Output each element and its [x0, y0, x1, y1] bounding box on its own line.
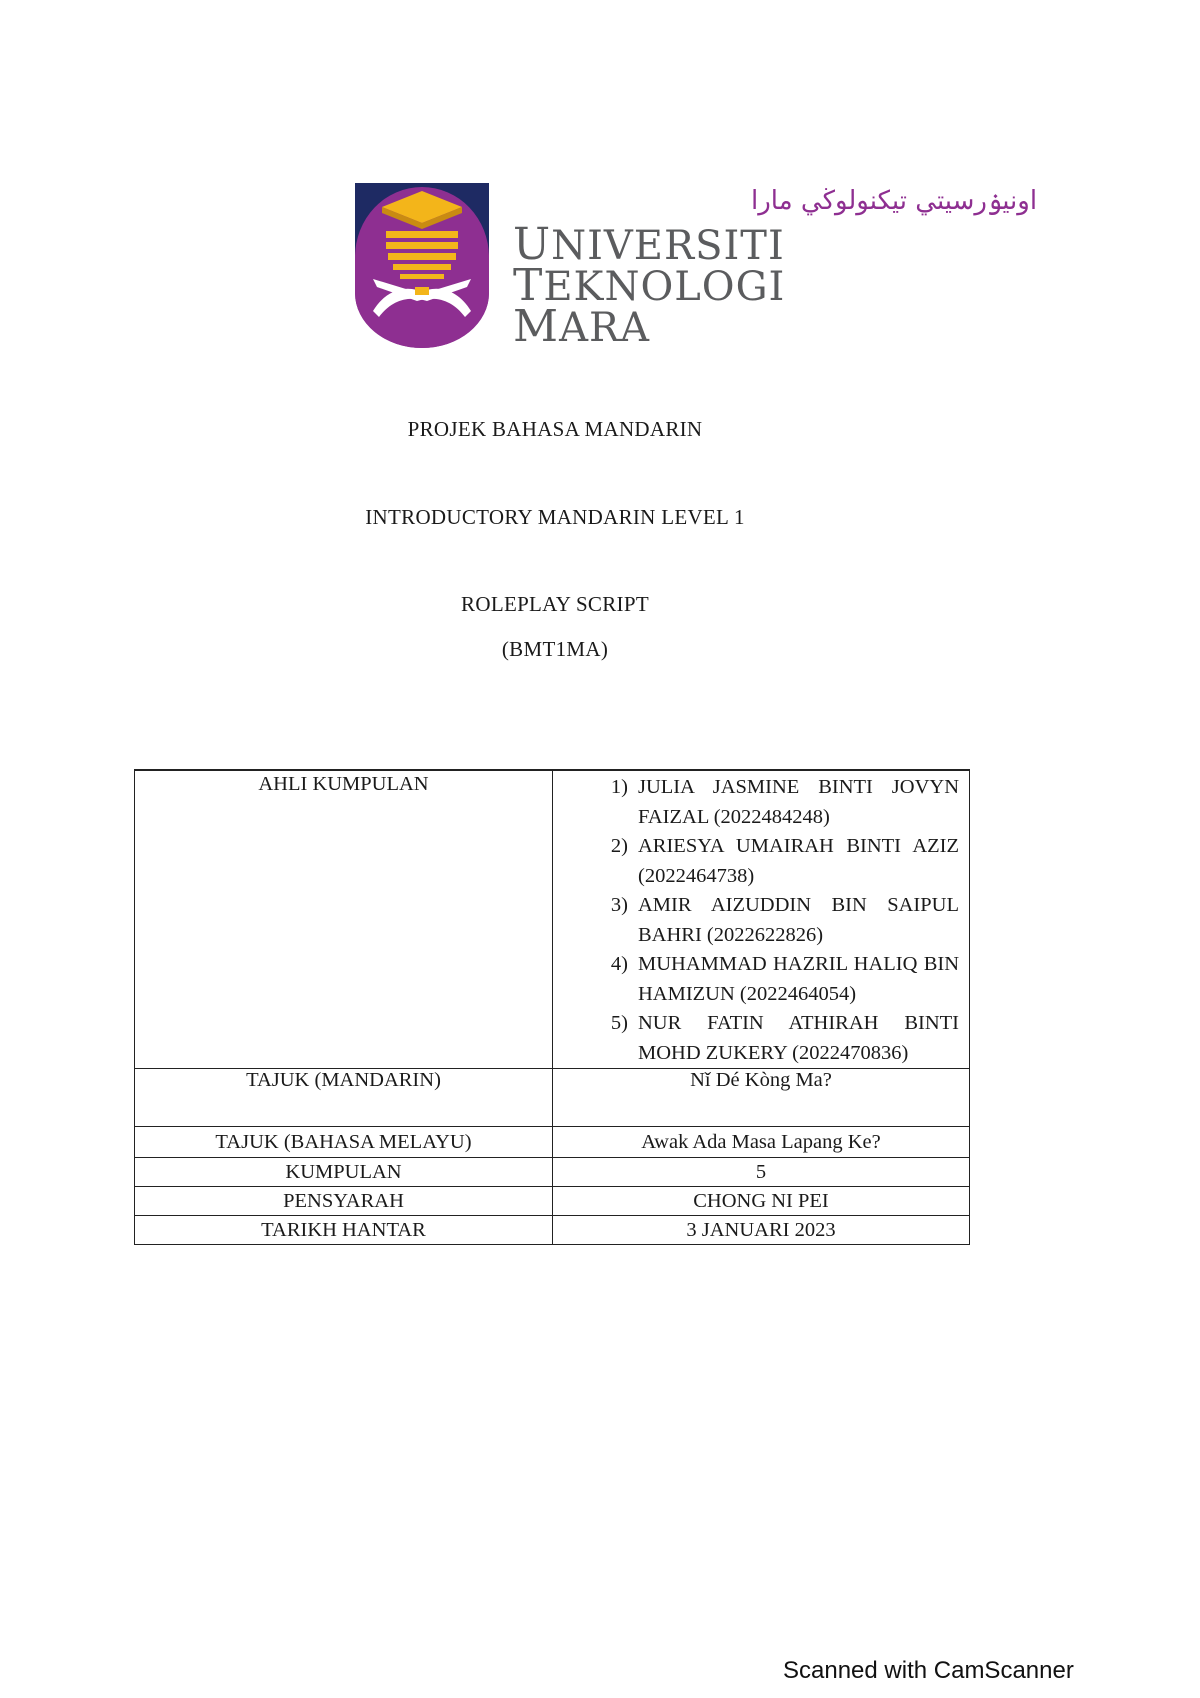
university-name-line-3: MARA	[513, 301, 650, 352]
group-info-table	[134, 769, 970, 1245]
group-value: 5	[553, 1158, 970, 1187]
list-item: 5) NUR FATIN ATHIRAH BINTI MOHD ZUKERY (2022470836)	[610, 1012, 959, 1064]
group-label: KUMPULAN	[135, 1158, 553, 1187]
course-title: INTRODUCTORY MANDARIN LEVEL 1	[365, 505, 745, 529]
project-title: PROJEK BAHASA MANDARIN	[407, 417, 703, 441]
uitm-crest-icon	[355, 183, 495, 353]
members-label: AHLI KUMPULAN	[135, 770, 553, 1069]
script-type-title: ROLEPLAY SCRIPT	[461, 592, 649, 616]
table-row	[135, 1216, 970, 1245]
course-code: (BMT1MA)	[501, 637, 609, 661]
svg-text:اونيۏرسيتي تيكنولوڬي مارا: اونيۏرسيتي تيكنولوڬي مارا	[751, 186, 1038, 216]
submission-date-label: TARIKH HANTAR	[135, 1216, 553, 1245]
table-row	[135, 1158, 970, 1187]
submission-date-value: 3 JANUARI 2023	[553, 1216, 970, 1245]
members-list	[553, 771, 969, 1068]
list-item: 2) ARIESYA UMAIRAH BINTI AZIZ (2022464738)	[610, 835, 959, 887]
lecturer-label: PENSYARAH	[135, 1187, 553, 1216]
camscanner-watermark: Scanned with CamScanner	[783, 1657, 1074, 1684]
university-name-line-1: UNIVERSITI	[513, 219, 785, 270]
list-item: 4) MUHAMMAD HAZRIL HALIQ BIN HAMIZUN (2022464054)	[610, 953, 959, 1005]
table-row	[135, 1127, 970, 1158]
list-item: 1) JULIA JASMINE BINTI JOVYN FAIZAL (2022484248)	[610, 776, 959, 828]
uitm-logo	[355, 183, 1038, 353]
lecturer-value: CHONG NI PEI	[553, 1187, 970, 1216]
university-name	[513, 219, 786, 352]
mandarin-title-value: Nǐ Dé Kòng Ma?	[553, 1069, 970, 1127]
jawi-script	[517, 183, 1038, 217]
list-item: 3) AMIR AIZUDDIN BIN SAIPUL BAHRI (2022622826)	[610, 894, 959, 946]
table-row	[135, 1187, 970, 1216]
members-cell	[553, 770, 970, 1069]
mandarin-title-label: TAJUK (MANDARIN)	[135, 1069, 553, 1127]
table-row	[135, 1069, 970, 1127]
malay-title-value: Awak Ada Masa Lapang Ke?	[553, 1127, 970, 1158]
malay-title-label: TAJUK (BAHASA MELAYU)	[135, 1127, 553, 1158]
university-name-line-2: TEKNOLOGI	[513, 260, 786, 311]
table-row	[135, 770, 970, 1069]
